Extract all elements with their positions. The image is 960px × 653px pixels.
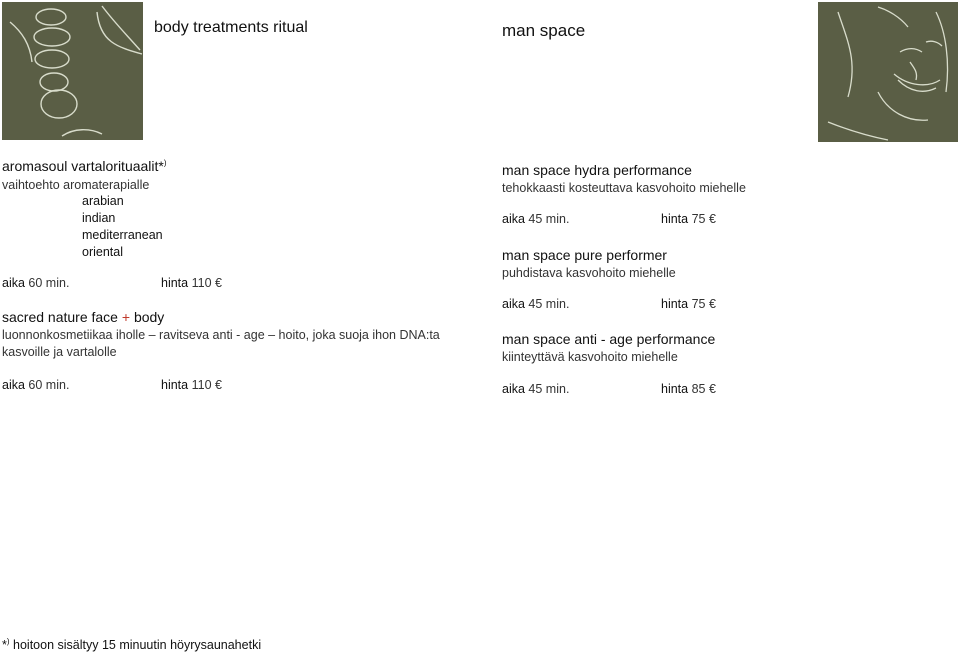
service-price: [661, 382, 716, 396]
ritual-option: indian: [82, 211, 116, 225]
stones-back-illustration: [2, 2, 143, 140]
sacred-name-a: sacred nature face: [2, 309, 118, 325]
service-price: [661, 212, 716, 226]
duration-label: aika: [2, 276, 25, 290]
sacred-title: [2, 309, 164, 325]
sacred-duration: [2, 378, 69, 392]
service-name: man space anti - age performance: [502, 331, 716, 347]
service-name: man space hydra performance: [502, 162, 692, 178]
duration-label: aika: [502, 297, 525, 311]
duration-label: aika: [502, 212, 525, 226]
duration-value: 45 min.: [528, 212, 570, 226]
ritual-options-list: [82, 193, 163, 261]
service-description: tehokkaasti kosteuttava kasvohoito miehelle: [502, 181, 746, 195]
service-description: kiinteyttävä kasvohoito miehelle: [502, 350, 678, 364]
duration-value: 60 min.: [28, 276, 70, 290]
footnote: [2, 637, 261, 652]
sacred-price: [161, 378, 222, 392]
man-face-illustration: [818, 2, 958, 142]
ritual-option: oriental: [82, 245, 123, 259]
duration-value: 45 min.: [528, 297, 570, 311]
footnote-sup: ): [6, 637, 10, 646]
service-duration: [502, 382, 569, 396]
price-label: hinta: [161, 378, 189, 392]
service-name: man space pure performer: [502, 247, 667, 263]
price-value: 110 €: [191, 276, 222, 290]
ritual-duration: [2, 276, 69, 290]
stones-line-art: [2, 2, 143, 140]
service-description: puhdistava kasvohoito miehelle: [502, 266, 676, 280]
right-section-title: man space: [502, 21, 586, 40]
price-label: hinta: [661, 382, 689, 396]
duration-label: aika: [502, 382, 525, 396]
ritual-option: mediterranean: [82, 228, 163, 242]
service-duration: [502, 212, 569, 226]
face-line-art: [818, 2, 958, 142]
ritual-subtitle: vaihtoehto aromaterapialle: [2, 178, 150, 192]
sacred-plus: +: [121, 309, 131, 325]
footnote-text: hoitoon sisältyy 15 minuutin höyrysaunahetki: [13, 638, 262, 653]
price-value: 75 €: [691, 212, 716, 226]
service-price: [661, 297, 716, 311]
duration-label: aika: [2, 378, 25, 392]
price-label: hinta: [161, 276, 189, 290]
ritual-name: aromasoul vartalorituaalit*: [2, 158, 164, 174]
ritual-title: [2, 158, 167, 174]
left-section-title: body treatments ritual: [154, 19, 308, 36]
ritual-option: arabian: [82, 194, 124, 208]
ritual-footnote-sup: ): [163, 158, 167, 168]
price-value: 75 €: [691, 297, 716, 311]
price-value: 110 €: [191, 378, 222, 392]
sacred-name-b: body: [133, 309, 165, 325]
price-label: hinta: [661, 212, 689, 226]
price-label: hinta: [661, 297, 689, 311]
duration-value: 45 min.: [528, 382, 570, 396]
ritual-price: [161, 276, 222, 290]
footnote-mark: *: [2, 638, 7, 653]
sacred-description: luonnonkosmetiikaa iholle – ravitseva anti - age – hoito, joka suoja ihon DNA:ta kasvoille ja vartalolle: [2, 328, 440, 359]
service-duration: [502, 297, 569, 311]
duration-value: 60 min.: [28, 378, 70, 392]
price-value: 85 €: [691, 382, 716, 396]
